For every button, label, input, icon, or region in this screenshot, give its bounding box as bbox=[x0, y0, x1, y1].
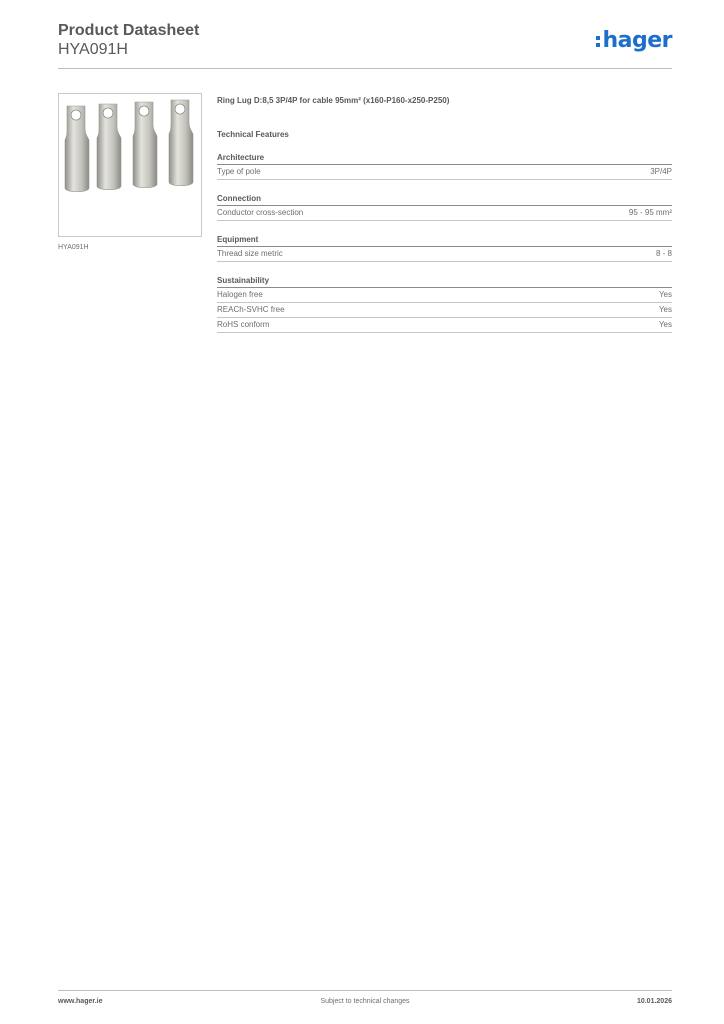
ring-lug-2 bbox=[97, 104, 121, 190]
footer-website-link[interactable]: www.hager.ie bbox=[58, 998, 103, 1005]
spec-row bbox=[217, 165, 672, 180]
spec-row bbox=[217, 247, 672, 262]
footer-notice: Subject to technical changes bbox=[320, 998, 410, 1005]
spec-label: Type of pole bbox=[217, 167, 261, 176]
technical-features-heading: Technical Features bbox=[217, 130, 289, 139]
header-divider bbox=[58, 68, 672, 69]
group-equipment bbox=[217, 235, 672, 262]
product-description: Ring Lug D:8,5 3P/4P for cable 95mm² (x160-P160-x250-P250) bbox=[217, 96, 450, 105]
spec-row bbox=[217, 288, 672, 303]
group-title: Connection bbox=[217, 194, 672, 206]
spec-value: 8 - 8 bbox=[655, 249, 672, 258]
product-code: HYA091H bbox=[58, 41, 128, 58]
group-architecture bbox=[217, 153, 672, 180]
spec-value: Yes bbox=[658, 305, 672, 314]
product-image bbox=[58, 93, 202, 237]
ring-lug-3 bbox=[133, 102, 157, 188]
footer-divider bbox=[58, 990, 672, 991]
spec-value: 3P/4P bbox=[650, 167, 672, 176]
datasheet-content bbox=[217, 96, 672, 333]
ring-lugs-illustration bbox=[59, 94, 201, 236]
spec-label: Thread size metric bbox=[217, 249, 283, 258]
spec-value: Yes bbox=[658, 320, 672, 329]
spec-label: Halogen free bbox=[217, 290, 263, 299]
page-title: Product Datasheet bbox=[58, 22, 200, 39]
logo-dots-icon bbox=[596, 36, 600, 47]
spec-row bbox=[217, 303, 672, 318]
spec-label: REACh-SVHC free bbox=[217, 305, 285, 314]
ring-lug-4 bbox=[169, 100, 193, 186]
spec-row bbox=[217, 206, 672, 221]
spec-label: Conductor cross-section bbox=[217, 208, 304, 217]
hager-logo bbox=[596, 28, 672, 53]
image-caption: HYA091H bbox=[58, 244, 89, 251]
spec-label: RoHS conform bbox=[217, 320, 270, 329]
page-header bbox=[58, 22, 672, 70]
group-connection bbox=[217, 194, 672, 221]
ring-lug-1 bbox=[65, 106, 89, 192]
group-title: Architecture bbox=[217, 153, 672, 165]
group-title: Equipment bbox=[217, 235, 672, 247]
spec-value: Yes bbox=[658, 290, 672, 299]
spec-row bbox=[217, 318, 672, 333]
logo-text: hager bbox=[602, 28, 672, 53]
group-sustainability bbox=[217, 276, 672, 333]
page-footer bbox=[58, 998, 672, 1010]
spec-value: 95 - 95 mm² bbox=[628, 208, 672, 217]
footer-date: 10.01.2026 bbox=[636, 998, 672, 1005]
group-title: Sustainability bbox=[217, 276, 672, 288]
